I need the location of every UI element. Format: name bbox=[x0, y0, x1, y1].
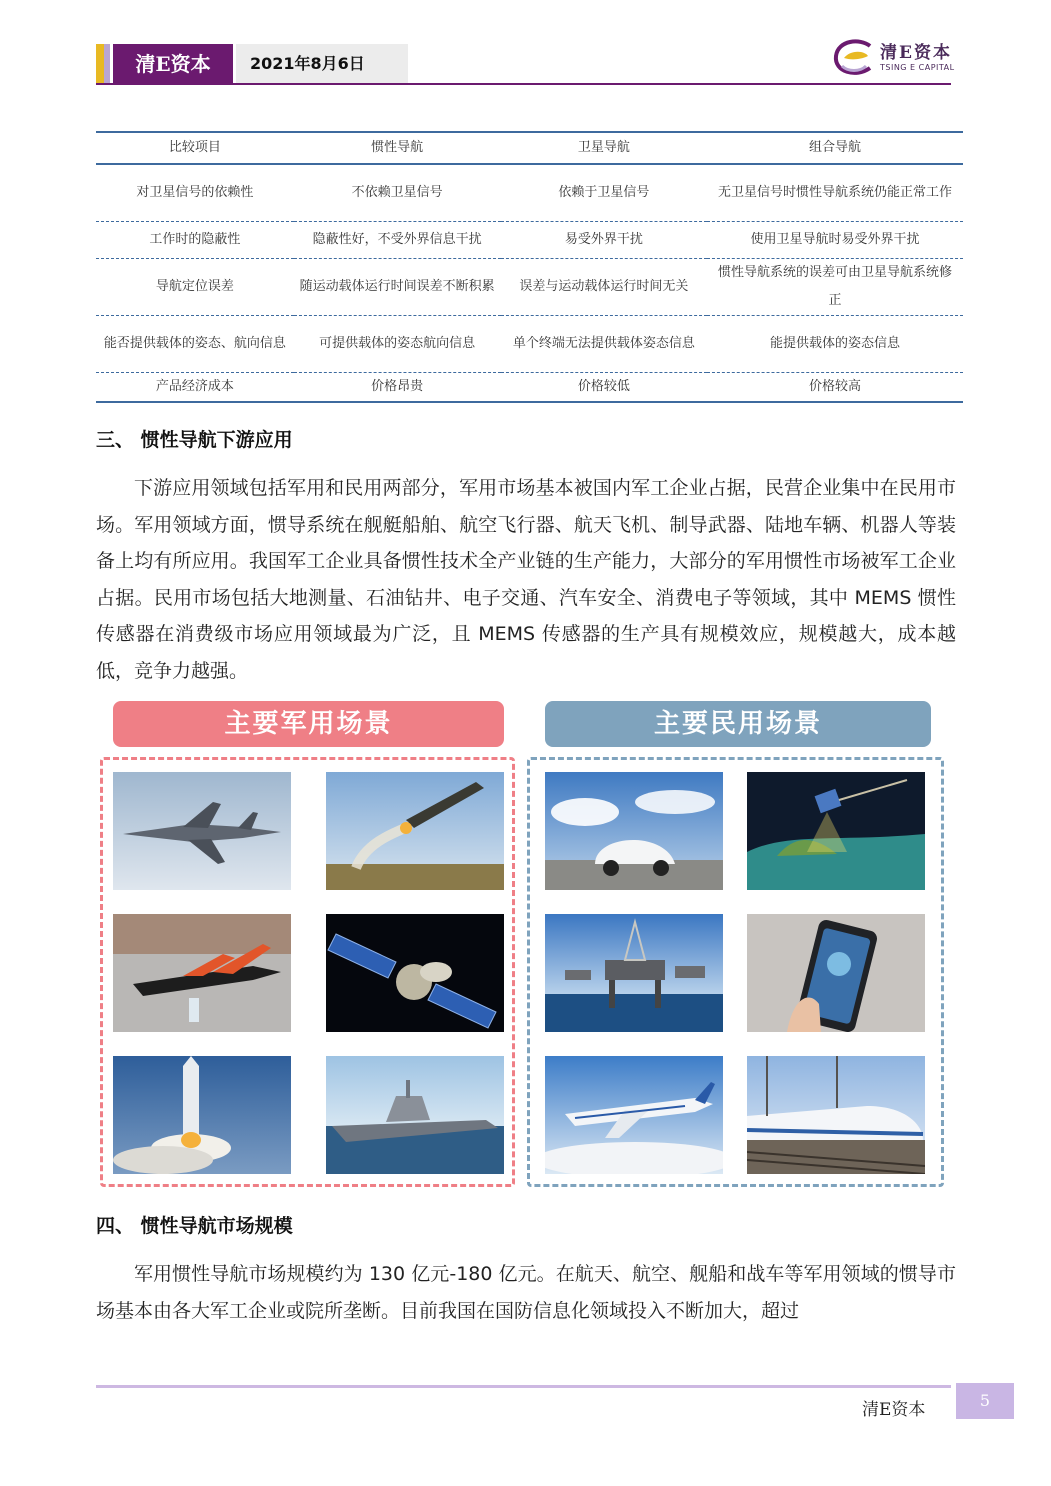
table-cell: 产品经济成本 bbox=[96, 372, 294, 402]
civil-scenes-title: 主要民用场景 bbox=[545, 701, 931, 747]
footer-rule bbox=[96, 1385, 951, 1388]
header-accent-lavender bbox=[104, 44, 110, 84]
table-cell: 导航定位误差 bbox=[96, 258, 294, 315]
logo-text-en: TSING E CAPITAL bbox=[880, 63, 955, 72]
page-number: 5 bbox=[956, 1383, 1014, 1419]
table-cell: 可提供载体的姿态航向信息 bbox=[294, 315, 501, 372]
table-cell: 无卫星信号时惯性导航系统仍能正常工作 bbox=[707, 164, 963, 221]
table-header-cell: 惯性导航 bbox=[294, 132, 501, 164]
table-cell: 易受外界干扰 bbox=[501, 221, 707, 258]
satellite-photo bbox=[326, 914, 504, 1032]
section-heading-downstream: 三、 惯性导航下游应用 bbox=[96, 429, 293, 451]
self-driving-car-photo bbox=[545, 772, 723, 890]
table-cell: 能否提供载体的姿态、航向信息 bbox=[96, 315, 294, 372]
table-cell: 依赖于卫星信号 bbox=[501, 164, 707, 221]
table-row bbox=[96, 315, 963, 372]
section-heading-market-size: 四、 惯性导航市场规模 bbox=[96, 1215, 293, 1237]
table-cell: 能提供载体的姿态信息 bbox=[707, 315, 963, 372]
footer-brand: 清E资本 bbox=[862, 1400, 926, 1420]
navigation-comparison-table bbox=[96, 131, 963, 403]
table-cell: 工作时的隐蔽性 bbox=[96, 221, 294, 258]
table-header-cell: 比较项目 bbox=[96, 132, 294, 164]
table-cell: 单个终端无法提供载体姿态信息 bbox=[501, 315, 707, 372]
table-header-row bbox=[96, 132, 963, 164]
table-cell: 使用卫星导航时易受外界干扰 bbox=[707, 221, 963, 258]
airliner-photo bbox=[545, 1056, 723, 1174]
table-row bbox=[96, 372, 963, 402]
logo-text-cn: 清E资本 bbox=[880, 43, 952, 63]
fighter-jet-photo bbox=[113, 772, 291, 890]
paragraph-market-size: 军用惯性导航市场规模约为 130 亿元-180 亿元。在航天、航空、舰船和战车等军用领域的惯导市场基本由各大军工企业或院所垄断。目前我国在国防信息化领域投入不断加大，超过 bbox=[96, 1263, 956, 1322]
smartphone-photo bbox=[747, 914, 925, 1032]
table-cell: 隐蔽性好，不受外界信息干扰 bbox=[294, 221, 501, 258]
rocket-launch-photo bbox=[113, 1056, 291, 1174]
high-speed-train-photo bbox=[747, 1056, 925, 1174]
table-cell: 价格较低 bbox=[501, 372, 707, 402]
header-accent-yellow bbox=[96, 44, 104, 84]
missile-launch-photo bbox=[326, 772, 504, 890]
cruise-missile-model-photo bbox=[113, 914, 291, 1032]
header-date: 2021年8月6日 bbox=[236, 44, 408, 84]
table-header-cell: 组合导航 bbox=[707, 132, 963, 164]
table-cell: 随运动载体运行时间误差不断积累 bbox=[294, 258, 501, 315]
earth-observation-satellite-photo bbox=[747, 772, 925, 890]
table-cell: 惯性导航系统的误差可由卫星导航系统修正 bbox=[707, 258, 963, 315]
paragraph-downstream: 下游应用领域包括军用和民用两部分，军用市场基本被国内军工企业占据，民营企业集中在民用市场。军用领域方面，惯导系统在舰艇船舶、航空飞行器、航天飞机、制导武器、陆地车辆、机器人等装备上均有所应用。我国军工企业具备惯性技术全产业链的生产能力，大部分的军用惯性市场被军工企业占据。民用市场包括大地测量、石油钻井、电子交通、汽车安全、消费电子等领域，其中 MEMS 惯性传感器在消费级市场应用领域最为广泛，且 MEMS 传感器的生产具有规模效应，规模越大，成本越低，竞争力越强。 bbox=[96, 477, 956, 682]
table-row bbox=[96, 258, 963, 315]
oil-drilling-platform-photo bbox=[545, 914, 723, 1032]
header-rule bbox=[96, 83, 951, 85]
table-cell: 价格昂贵 bbox=[294, 372, 501, 402]
table-cell: 对卫星信号的依赖性 bbox=[96, 164, 294, 221]
table-row bbox=[96, 164, 963, 221]
table-cell: 价格较高 bbox=[707, 372, 963, 402]
table-cell: 误差与运动载体运行时间无关 bbox=[501, 258, 707, 315]
table-row bbox=[96, 221, 963, 258]
header-brand: 清E资本 bbox=[113, 44, 233, 84]
warship-photo bbox=[326, 1056, 504, 1174]
military-scenes-title: 主要军用场景 bbox=[113, 701, 504, 747]
table-cell: 不依赖卫星信号 bbox=[294, 164, 501, 221]
tsing-e-logo-icon bbox=[830, 36, 878, 80]
table-header-cell: 卫星导航 bbox=[501, 132, 707, 164]
